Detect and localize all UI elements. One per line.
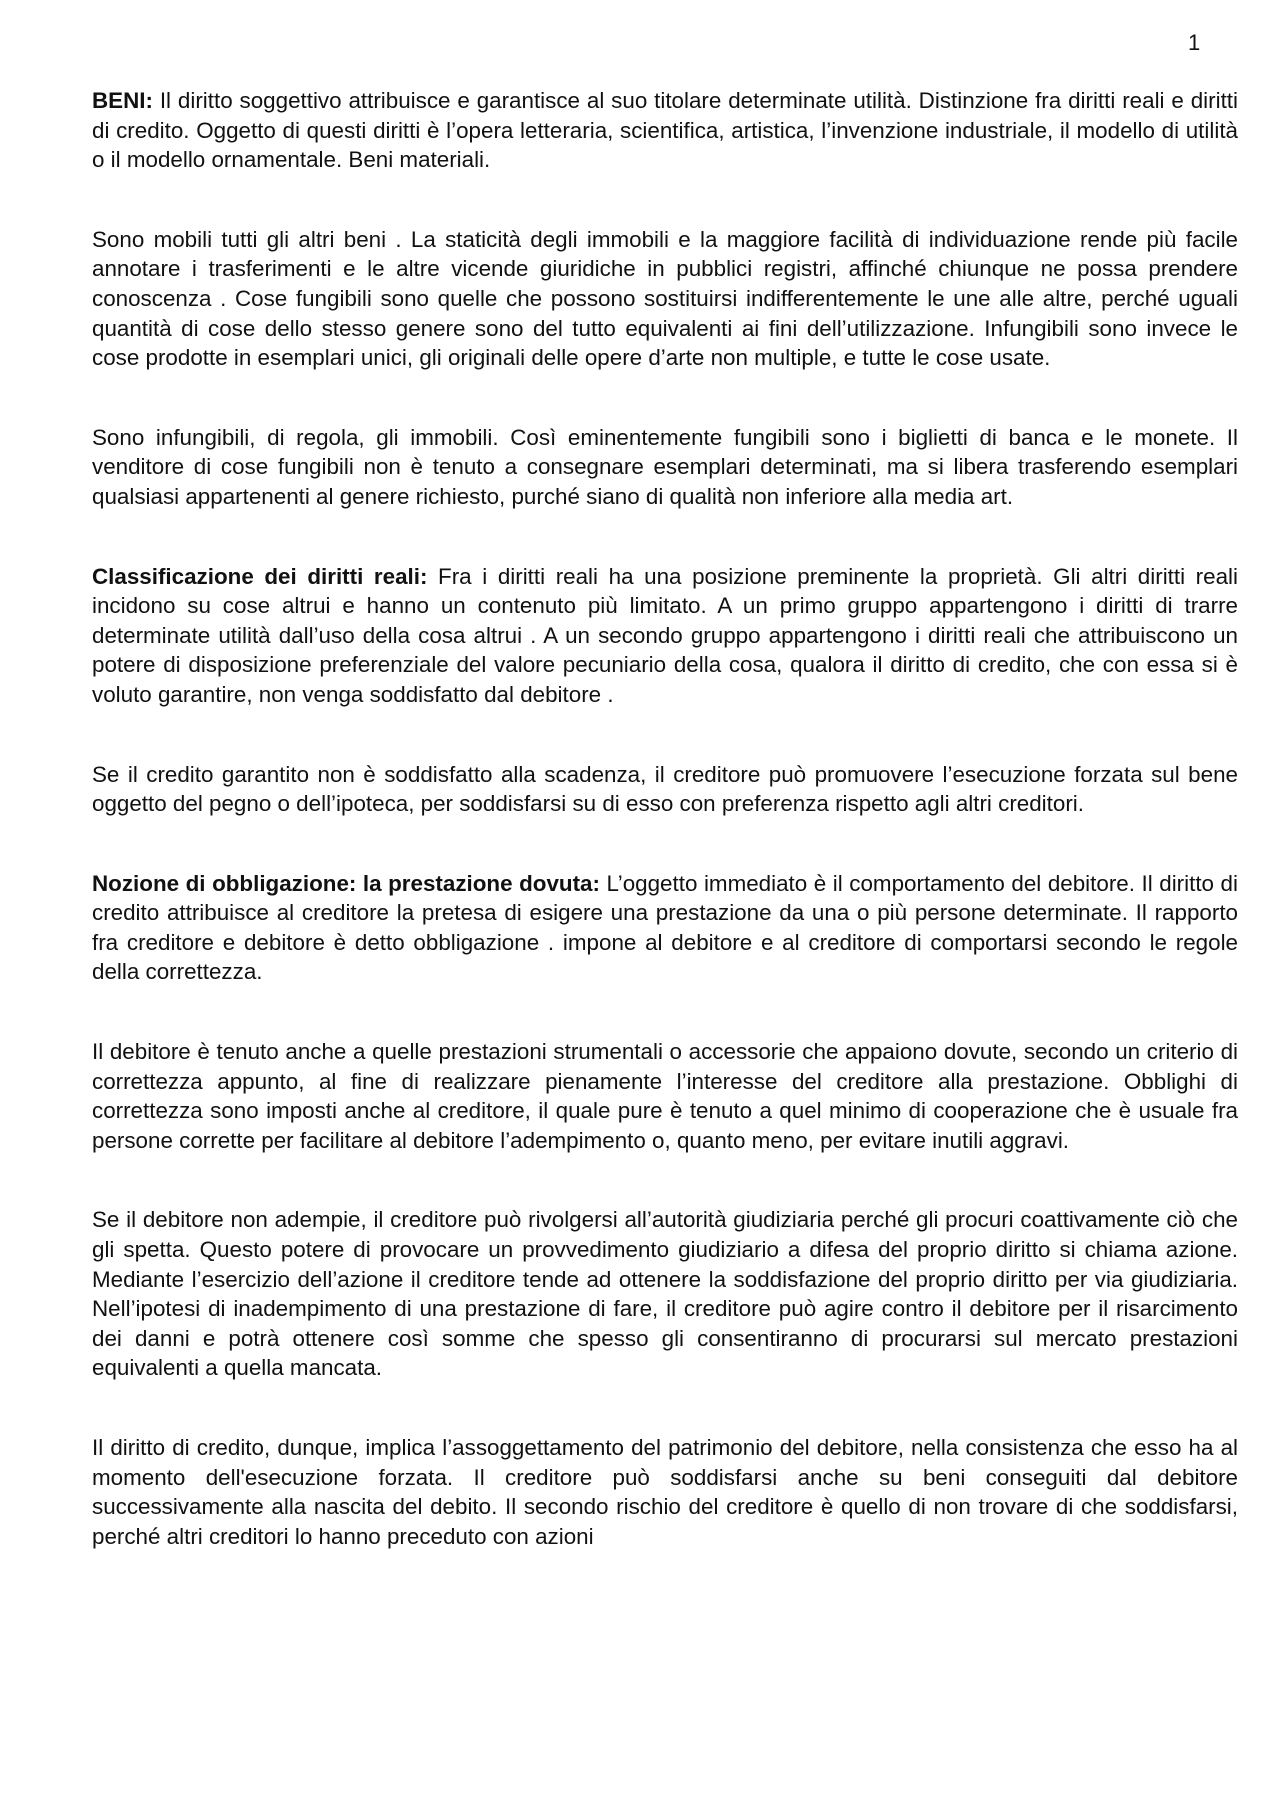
paragraph-heading-classificazione: Classificazione dei diritti reali: (92, 563, 428, 589)
paragraph-text: Sono infungibili, di regola, gli immobili. Così eminentemente fungibili sono i biglietti di banca e le monete. Il venditore di cose fungibili non è tenuto a consegnare esemplari determinati, ma si libera trasferendo esemplari qualsiasi appartenenti al genere richiesto, purché siano di qualità non inferiore alla media art. (92, 424, 1238, 509)
paragraph-obbligazione (92, 869, 1238, 987)
paragraph-heading-beni: BENI: (92, 88, 153, 113)
paragraph-text: Il diritto soggettivo attribuisce e garantisce al suo titolare determinate utilità. Distinzione fra diritti reali e diritti di credito. Oggetto di questi diritti è l’opera letteraria, scientifica, artistica, l’invenzione industriale, il modello di utilità o il modello ornamentale. Beni materiali. (92, 88, 1238, 173)
paragraph-credito-garantito (92, 760, 1238, 819)
paragraph-text: Se il debitore non adempie, il creditore può rivolgersi all’autorità giudiziaria perché gli procuri coattivamente ciò che gli spetta. Questo potere di provocare un provvedimento giudiziario a difesa del proprio diritto si chiama azione. Mediante l’esercizio dell’azione il creditore tende ad ottenere la soddisfazione del proprio diritto per via giudiziaria. Nell’ipotesi di inadempimento di una prestazione di fare, il creditore può agire contro il debitore per il risarcimento dei danni e potrà ottenere così somme che spesso gli consentiranno di procurarsi sul mercato prestazioni equivalenti a quella mancata. (92, 1207, 1238, 1381)
page-number: 1 (1188, 30, 1201, 55)
paragraph-patrimonio (92, 1433, 1238, 1551)
paragraph-text: Il debitore è tenuto anche a quelle prestazioni strumentali o accessorie che appaiono dovute, secondo un criterio di correttezza appunto, al fine di realizzare pienamente l’interesse del creditore alla prestazione. Obblighi di correttezza sono imposti anche al creditore, il quale pure è tenuto a quel minimo di cooperazione che è usuale fra persone corrette per facilitare al debitore l’adempimento o, quanto meno, per evitare inutili aggravi. (92, 1039, 1238, 1153)
paragraph-beni (92, 86, 1238, 175)
paragraph-heading-obbligazione: Nozione di obbligazione: la prestazione dovuta: (92, 870, 600, 896)
paragraph-infungibili (92, 423, 1238, 512)
paragraph-text: Se il credito garantito non è soddisfatto alla scadenza, il creditore può promuovere l’esecuzione forzata sul bene oggetto del pegno o dell’ipoteca, per soddisfarsi su di esso con preferenza rispetto agli altri creditori. (92, 761, 1238, 817)
paragraph-text: L’oggetto immediato è il comportamento del debitore. Il diritto di credito attribuisce al creditore la pretesa di esigere una prestazione da una o più persone determinate. Il rapporto fra creditore e debitore è detto obbligazione . impone al debitore e al creditore di comportarsi secondo le regole della correttezza. (92, 870, 1238, 985)
paragraph-text: Fra i diritti reali ha una posizione preminente la proprietà. Gli altri diritti reali incidono su cose altrui e hanno un contenuto più limitato. A un primo gruppo appartengono i diritti di trarre determinate utilità dall’uso della cosa altrui . A un secondo gruppo appartengono i diritti reali che attribuiscono un potere di disposizione preferenziale del valore pecuniario della cosa, qualora il diritto di credito, che con essa si è voluto garantire, non venga soddisfatto dal debitore . (92, 563, 1238, 707)
paragraph-prestazioni-accessorie (92, 1037, 1238, 1155)
paragraph-text: Il diritto di credito, dunque, implica l’assoggettamento del patrimonio del debitore, nella consistenza che esso ha al momento dell'esecuzione forzata. Il creditore può soddisfarsi anche su beni conseguiti dal debitore successivamente alla nascita del debito. Il secondo rischio del creditore è quello di non trovare di che soddisfarsi, perché altri creditori lo hanno preceduto con azioni (92, 1435, 1238, 1549)
document-body (92, 86, 1238, 1601)
paragraph-azione (92, 1205, 1238, 1383)
paragraph-beni-mobili (92, 225, 1238, 373)
paragraph-classificazione (92, 562, 1238, 710)
paragraph-text: Sono mobili tutti gli altri beni . La staticità degli immobili e la maggiore facilità di individuazione rende più facile annotare i trasferimenti e le altre vicende giuridiche in pubblici registri, affinché chiunque ne possa prendere conoscenza . Cose fungibili sono quelle che possono sostituirsi indifferentemente le une alle altre, perché uguali quantità di cose dello stesso genere sono del tutto equivalenti ai fini dell’utilizzazione. Infungibili sono invece le cose prodotte in esemplari unici, gli originali delle opere d’arte non multiple, e tutte le cose usate. (92, 226, 1238, 371)
